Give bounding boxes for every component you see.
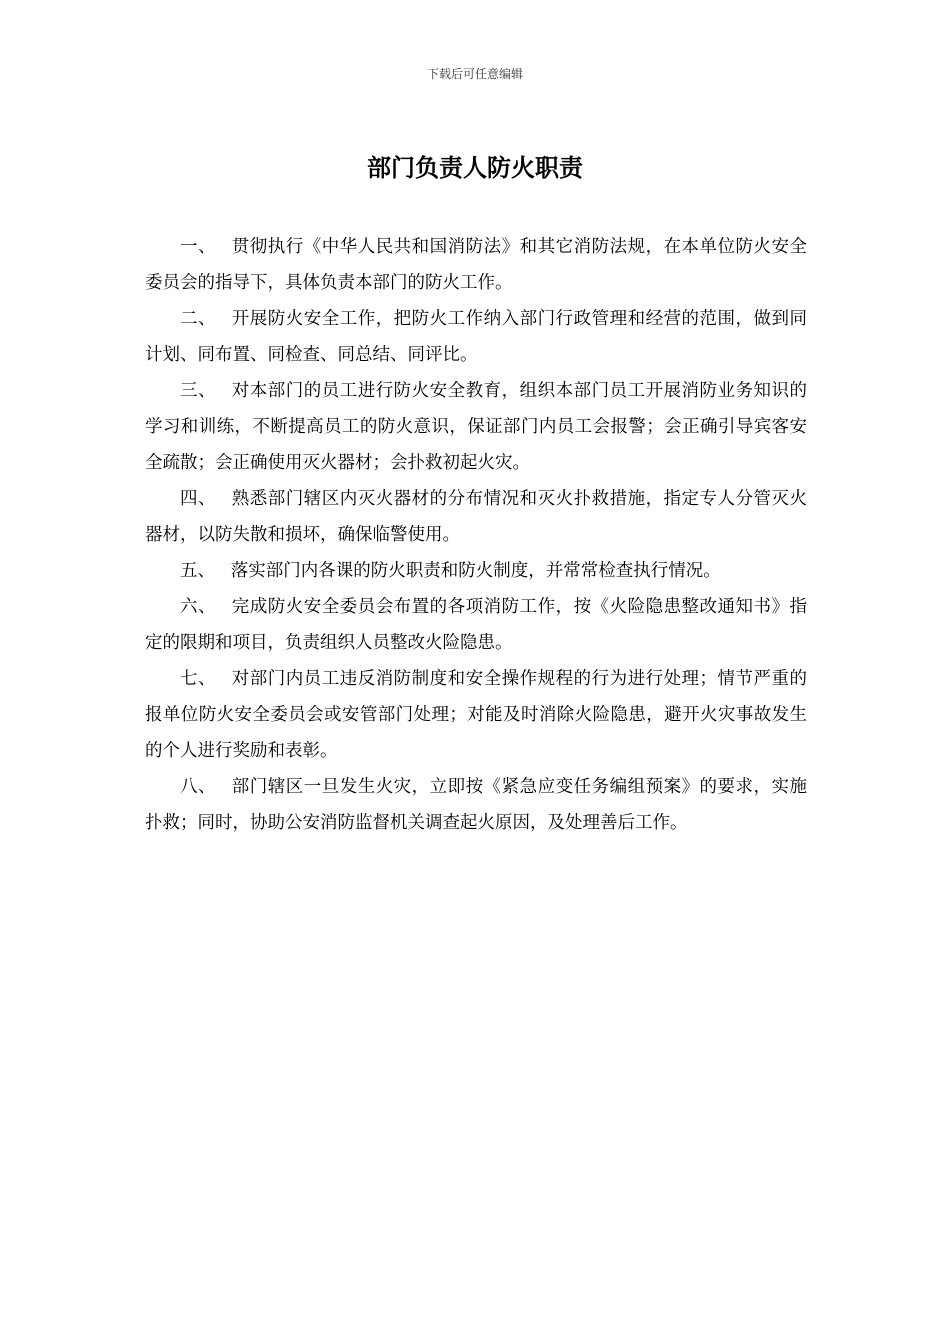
clause-number: 七、 xyxy=(180,669,216,689)
clause-7 xyxy=(145,661,807,769)
clause-text: 落实部门内各课的防火职责和防火制度，并常常检查执行情况。 xyxy=(230,561,721,581)
clause-text: 部门辖区一旦发生火灾，立即按《紧急应变任务编组预案》的要求，实施扑救；同时，协助公安消防监督机关调查起火原因，及处理善后工作。 xyxy=(145,777,808,833)
clause-8 xyxy=(145,769,807,841)
clause-number: 五、 xyxy=(180,561,215,581)
clause-text: 对部门内员工违反消防制度和安全操作规程的行为进行处理；情节严重的报单位防火安全委员会或安管部门处理；对能及时消除火险隐患，避开火灾事故发生的个人进行奖励和表彰。 xyxy=(145,669,808,761)
clause-number: 三、 xyxy=(180,381,216,401)
clause-5 xyxy=(145,553,807,589)
clause-3 xyxy=(145,373,807,481)
clause-1 xyxy=(145,229,807,301)
clause-2 xyxy=(145,301,807,373)
clause-number: 一、 xyxy=(180,237,216,257)
clause-text: 开展防火安全工作，把防火工作纳入部门行政管理和经营的范围，做到同计划、同布置、同检查、同总结、同评比。 xyxy=(145,309,808,365)
document-body xyxy=(145,229,807,841)
clause-text: 完成防火安全委员会布置的各项消防工作，按《火险隐患整改通知书》指定的限期和项目，负责组织人员整改火险隐患。 xyxy=(145,597,808,653)
clause-number: 二、 xyxy=(180,309,216,329)
clause-6 xyxy=(145,589,807,661)
clause-number: 六、 xyxy=(180,597,216,617)
clause-4 xyxy=(145,481,807,553)
header-note: 下载后可任意编辑 xyxy=(426,67,523,81)
clause-number: 四、 xyxy=(180,489,216,509)
clause-text: 对本部门的员工进行防火安全教育，组织本部门员工开展消防业务知识的学习和训练，不断提高员工的防火意识，保证部门内员工会报警；会正确引导宾客安全疏散；会正确使用灭火器材；会扑救初起火灾。 xyxy=(145,381,808,473)
clause-text: 贯彻执行《中华人民共和国消防法》和其它消防法规，在本单位防火安全委员会的指导下，具体负责本部门的防火工作。 xyxy=(145,237,808,293)
clause-number: 八、 xyxy=(180,777,216,797)
clause-text: 熟悉部门辖区内灭火器材的分布情况和灭火扑救措施，指定专人分管灭火器材，以防失散和损坏，确保临警使用。 xyxy=(145,489,808,545)
document-title: 部门负责人防火职责 xyxy=(367,153,583,182)
